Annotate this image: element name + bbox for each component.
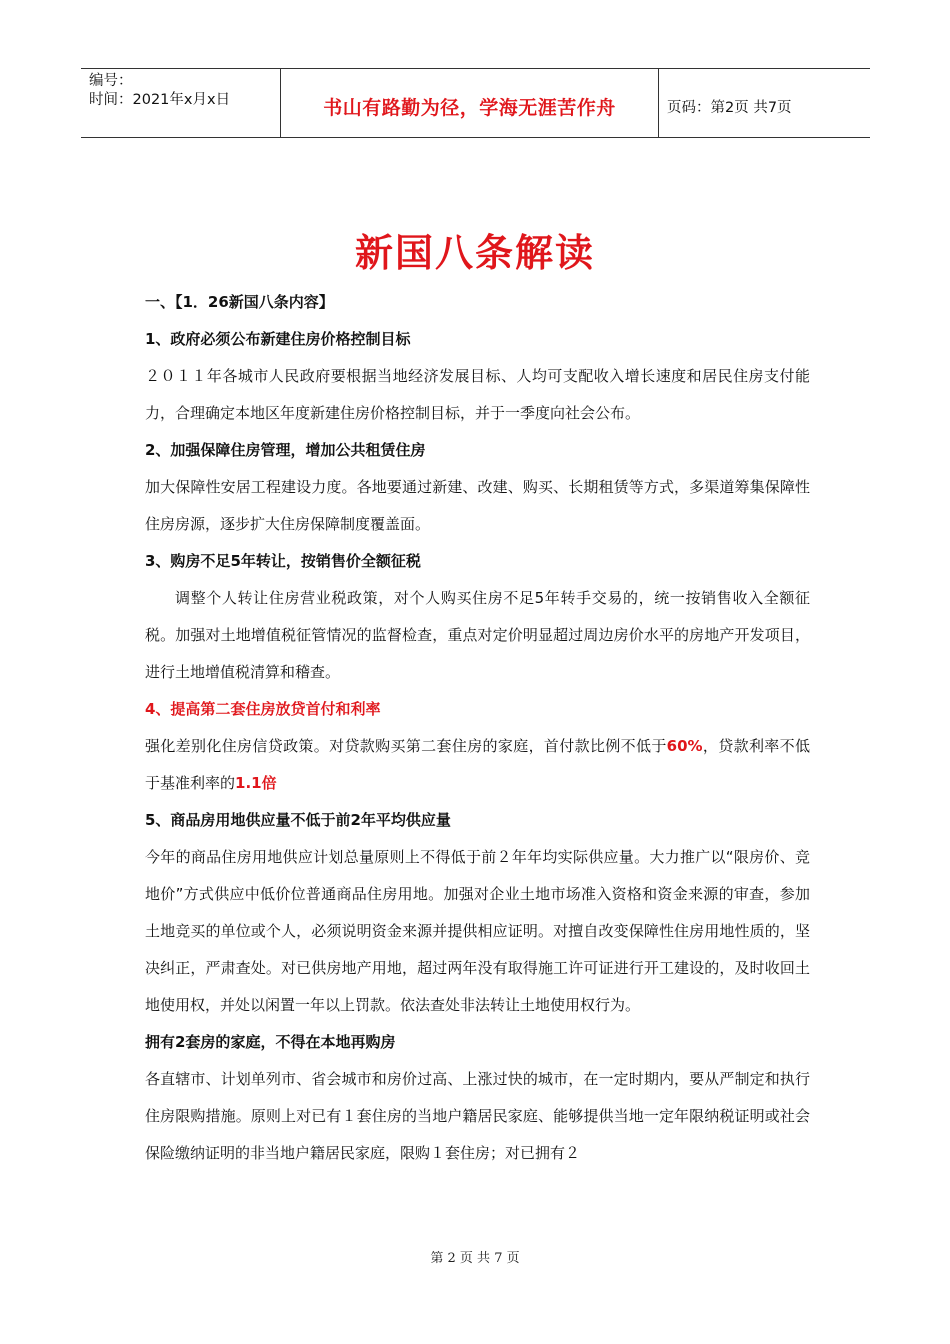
header-left-cell xyxy=(81,69,281,137)
serial-label: 编号： xyxy=(89,73,133,89)
header-motto: 书山有路勤为径，学海无涯苦作舟 xyxy=(281,69,659,137)
item-2-heading: 2、加强保障住房管理，增加公共租赁住房 xyxy=(145,441,426,459)
item-4-heading: 4、提高第二套住房放贷首付和利率 xyxy=(145,700,381,718)
item-4-body xyxy=(145,728,810,802)
item-3-body: 调整个人转让住房营业税政策，对个人购买住房不足5年转手交易的，统一按销售收入全额征税。加强对土地增值税征管情况的监督检查，重点对定价明显超过周边房价水平的房地产开发项目，进行土地增值税清算和稽查。 xyxy=(145,589,810,681)
item-5-body: 今年的商品住房用地供应计划总量原则上不得低于前２年年均实际供应量。大力推广以“限房价、竞地价”方式供应中低价位普通商品住房用地。加强对企业土地市场准入资格和资金来源的审查，参加土地竞买的单位或个人，必须说明资金来源并提供相应证明。对擅自改变保障性住房用地性质的，坚决纠正，严肃查处。对已供房地产用地，超过两年没有取得施工许可证进行开工建设的，及时收回土地使用权，并处以闲置一年以上罚款。依法查处非法转让土地使用权行为。 xyxy=(145,848,810,1014)
page-footer: 第 2 页 共 7 页 xyxy=(430,1251,520,1266)
document-body xyxy=(145,284,810,1172)
item-2-body: 加大保障性安居工程建设力度。各地要通过新建、改建、购买、长期租赁等方式，多渠道筹集保障性住房房源，逐步扩大住房保障制度覆盖面。 xyxy=(145,478,810,533)
item-1-body: ２０１１年各城市人民政府要根据当地经济发展目标、人均可支配收入增长速度和居民住房支付能力，合理确定本地区年度新建住房价格控制目标，并于一季度向社会公布。 xyxy=(145,367,810,422)
item-1-heading: 1、政府必须公布新建住房价格控制目标 xyxy=(145,330,411,348)
item-5-heading: 5、商品房用地供应量不低于前2年平均供应量 xyxy=(145,811,451,829)
section-heading: 一、【1．26新国八条内容】 xyxy=(145,293,334,311)
item-6-heading: 拥有2套房的家庭，不得在本地再购房 xyxy=(145,1033,396,1051)
header-page-info: 页码：第2页 共7页 xyxy=(667,99,792,116)
item-3-heading: 3、购房不足5年转让，按销售价全额征税 xyxy=(145,552,421,570)
item-6-body: 各直辖市、计划单列市、省会城市和房价过高、上涨过快的城市，在一定时期内，要从严制定和执行住房限购措施。原则上对已有１套住房的当地户籍居民家庭、能够提供当地一定年限纳税证明或社会保险缴纳证明的非当地户籍居民家庭，限购１套住房；对已拥有２ xyxy=(145,1070,810,1162)
document-title: 新国八条解读 xyxy=(354,231,595,275)
item-4-body-part1: 强化差别化住房信贷政策。对贷款购买第二套住房的家庭，首付款比例不低于 xyxy=(145,737,667,755)
date-label: 时间：2021年x月x日 xyxy=(89,92,231,108)
header-table xyxy=(81,68,870,138)
down-payment-value: 60% xyxy=(666,737,703,755)
rate-multiple-value: 1.1倍 xyxy=(235,774,277,792)
item-4-body-part2: ，贷款利率不低于基准利率的 xyxy=(145,737,810,792)
